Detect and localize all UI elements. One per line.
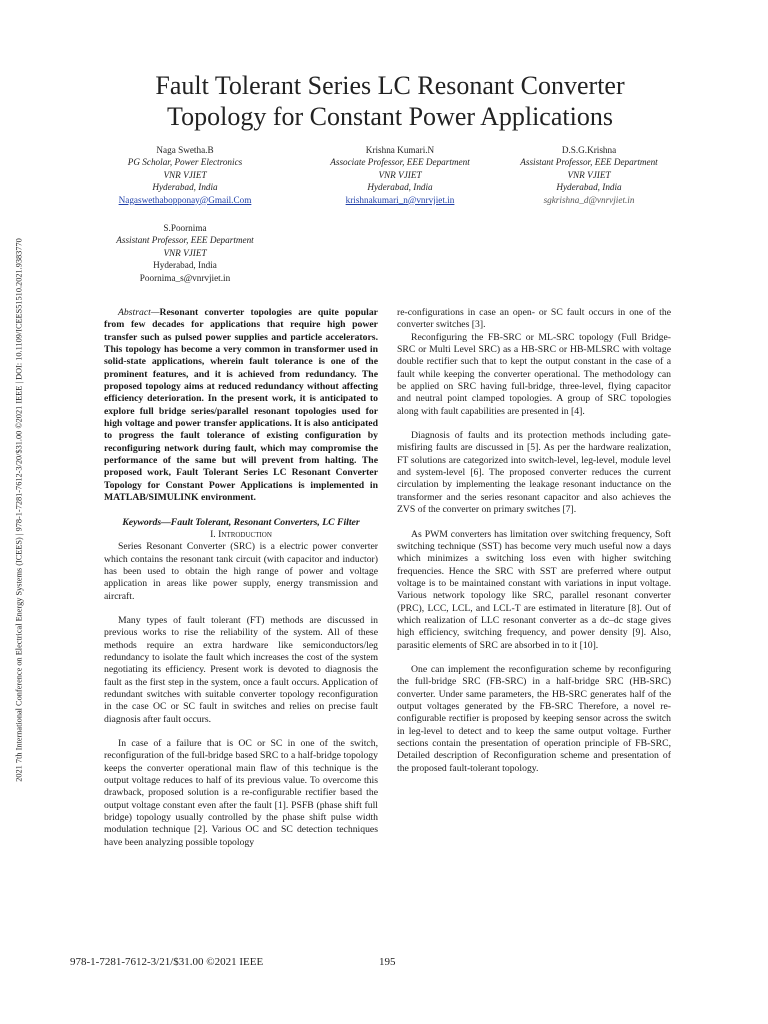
side-doi-text: 2021 7th International Conference on Electrical Energy Systems (ICEES) | 978-1-7281-7612-3/20/$31.00 ©2021 IEEE | DOI: 10.1109/ICEES51510.2021.9383770 <box>14 238 24 782</box>
author-role: PG Scholar, Power Electronics <box>127 157 243 168</box>
author-city: Hyderabad, India <box>556 182 622 193</box>
side-doi-strip <box>4 170 34 850</box>
author-name: S.Poornima <box>163 223 207 233</box>
abstract-text: Resonant converter topologies are quite popular from few decades for applications that require high power transfer such as pulsed power supplies and particle accelerators. This topology has become a very common in transformer used in solid-state applications, wherein fault tolerance is one of the prominent features, and it is achieved from redundancy. The proposed topology aims at reduced redundancy without affecting efficiency deterioration. In the present work, it is anticipated to explore full bridge series/parallel resonant topologies used for high voltage and power transfer applications. It is also anticipated to progress the fault tolerance of existing configuration by reconfiguring network during fault, which may compromise the performance of the same but will prevent from halting. The proposed work, Fault Tolerant Series LC Resonant Converter Topology for Constant Power Applications is implemented in MATLAB/SIMULINK environment. <box>104 307 378 504</box>
author-org: VNR VJIET <box>163 247 207 258</box>
abstract-lead: Abstract— <box>118 307 160 318</box>
paragraph: As PWM converters has limitation over switching frequency, Soft switching technique (SST) has become very much useful now a days which minimizes a switching loss even with higher switching frequencies. Hence the SRC with SST are preferred where output voltage is to be maintained constant with variations in input voltage. Various network topology like SRC, parallel resonant converter (PRC), LCC, LCL, and LCL-T are estimated in literature [8]. Out of which realization of LLC resonant converter as a dc–dc stage gives high efficiency, switching frequency, and power density [9]. Also, parasitic elements of SRC are absorbed in to it [10]. <box>397 528 671 651</box>
author-role: Associate Professor, EEE Department <box>330 157 470 168</box>
abstract <box>104 307 378 505</box>
author-role: Assistant Professor, EEE Department <box>520 157 658 168</box>
paragraph: Series Resonant Converter (SRC) is a electric power converter which contains the resonant tank circuit (with capacitor and inductor) has been used to obtain the high range of power and voltage application in areas like power supply, energy transmission and aircraft. <box>104 541 378 602</box>
keywords: Keywords—Fault Tolerant, Resonant Converters, LC Filter <box>122 516 360 528</box>
title-line-2: Topology for Constant Power Applications <box>167 102 613 131</box>
author-city: Hyderabad, India <box>153 260 217 271</box>
left-column <box>104 307 378 849</box>
author-email: Poornima_s@vnrvjiet.in <box>139 272 231 283</box>
author-email: sgkrishna_d@vnrvjiet.in <box>543 194 635 205</box>
title-line-1: Fault Tolerant Series LC Resonant Converter <box>155 71 625 100</box>
author-block-3 <box>474 144 704 206</box>
paragraph: re-configurations in case an open- or SC fault occurs in one of the converter switches [3]. <box>397 307 671 331</box>
right-column <box>397 307 671 775</box>
footer-copyright: 978-1-7281-7612-3/21/$31.00 ©2021 IEEE <box>70 956 264 968</box>
author-name: Naga Swetha.B <box>156 145 214 155</box>
paragraph: One can implement the reconfiguration scheme by reconfiguring the full-bridge SRC (FB-SRC) in a half-bridge SRC (HB-SRC) converter. Under same parameters, the HB-SRC generates half of the output voltages generated by the FB-SRC Therefore, a novel re-configurable rectifier is proposed by keeping sensor across the switch in leg-level to detect and to keep the same output voltage. Further sections contain the presentation of operation principle of FB-SRC, Detailed description of Reconfiguration scheme and presentation of the proposed fault-tolerant topology. <box>397 663 671 774</box>
author-name: D.S.G.Krishna <box>561 145 617 155</box>
author-role: Assistant Professor, EEE Department <box>116 235 254 246</box>
author-block-4 <box>70 222 300 284</box>
section-heading-introduction: I. Introduction <box>210 528 272 540</box>
paragraph: Many types of fault tolerant (FT) methods are discussed in previous works to rise the reliability of the system. All of these methods require an extra hardware like semiconductors/leg redundancy to isolate the fault which increases the cost of the system negotiating its efficiency. Present work is devoted to diagnosis the fault as the first step in the system, once a fault occurs. Application of redundant switches with suitable converter topology reconfiguration in the case OC or SC fault in switches and relies on precise fault diagnosis after fault occurs. <box>104 614 378 725</box>
author-org: VNR VJIET <box>163 169 207 180</box>
paper-title <box>40 70 740 132</box>
page-number: 195 <box>379 956 396 968</box>
paragraph: Diagnosis of faults and its protection methods including gate-misfiring faults are discussed in [5]. As per the hardware realization, FT solutions are categorized into switch-level, leg-level, module level and system-level [6]. The proposed converter reduces the current circulation by implementing the leakage resonant inductance on the transformer and the series resonant capacitor and also achieves the ZVS of the converter on primary switches [7]. <box>397 430 671 516</box>
author-email-link[interactable]: Nagaswethabopponay@Gmail.Com <box>118 194 252 205</box>
author-city: Hyderabad, India <box>367 182 433 193</box>
paragraph: Reconfiguring the FB-SRC or ML-SRC topology (Full Bridge-SRC or Multi Level SRC) as a HB-SRC or HB-MLSRC with voltage double rectifier such that to kept the output constant in the case of a fault while keeping the converter operational. The methodology can be applied on SRC having full-bridge, three-level, flying capacitor and neutral point clamped topologies. A group of SRC topologies along with fault capabilities are presented in [4]. <box>397 331 671 417</box>
author-city: Hyderabad, India <box>152 182 218 193</box>
author-org: VNR VJIET <box>378 169 422 180</box>
author-block-1 <box>70 144 300 206</box>
author-org: VNR VJIET <box>567 169 611 180</box>
paragraph: In case of a failure that is OC or SC in one of the switch, reconfiguration of the full-bridge based SRC to a half-bridge topology keeps the converter operational main flaw of this technique is the output voltage reduces to half of its previous value. To overcome this drawback, proposed solution is a re-configurable rectifier based the output voltage constant even after the fault [1]. PSFB (phase shift full bridge) topology usually controlled by the phase shift pulse width modulation technique [2]. Various OC and SC detection techniques have been analyzing possible topology <box>104 738 378 848</box>
author-name: Krishna Kumari.N <box>365 145 435 155</box>
author-email-link[interactable]: krishnakumari_n@vnrvjiet.in <box>345 194 455 205</box>
